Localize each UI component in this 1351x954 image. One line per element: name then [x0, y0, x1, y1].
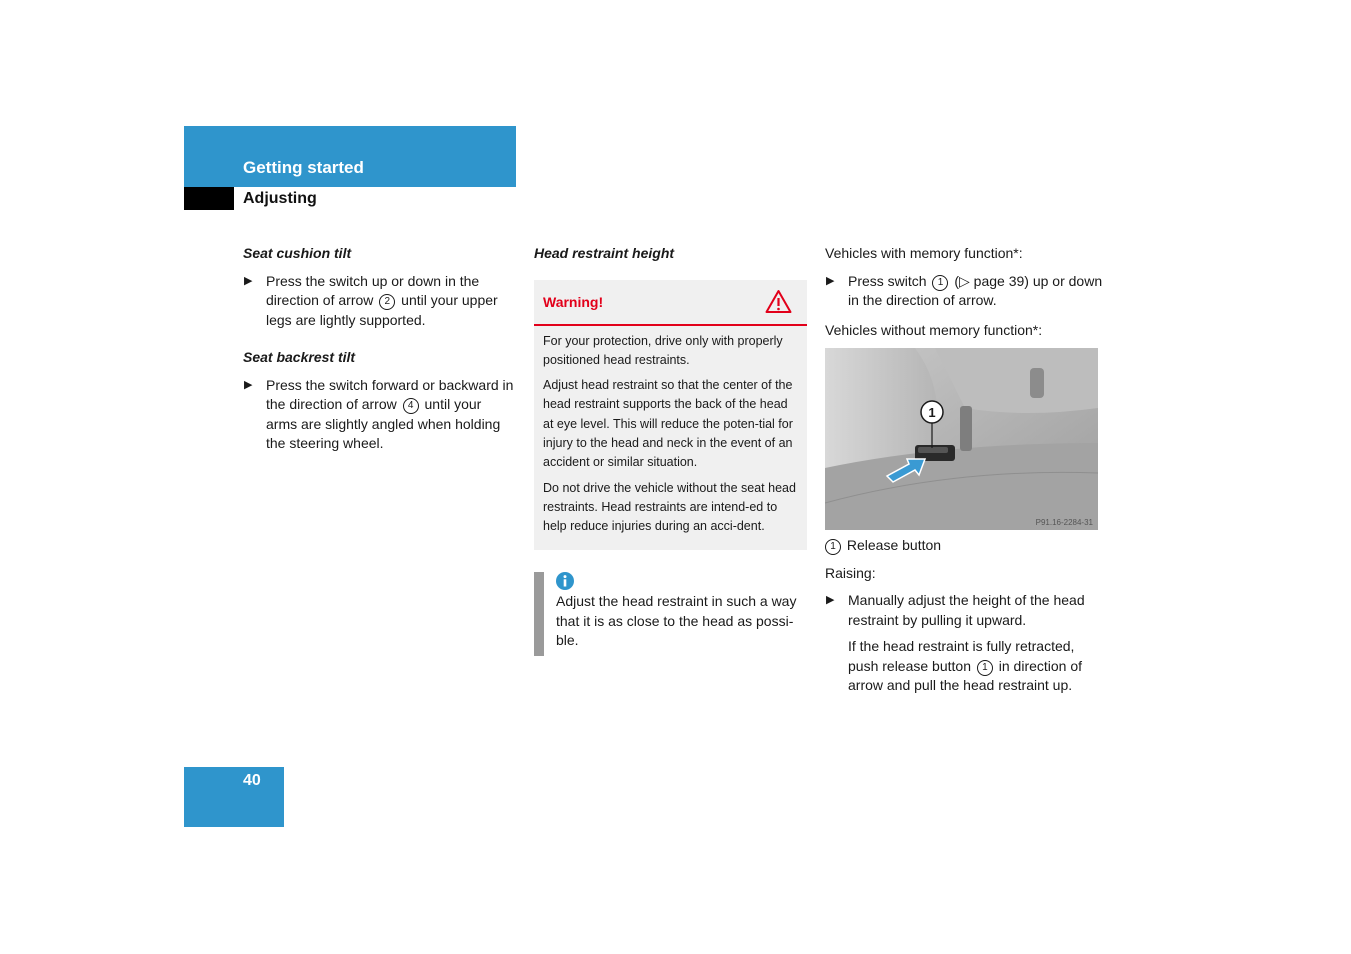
triangle-right-icon: ▶: [826, 594, 835, 606]
callout-number: 4: [403, 398, 419, 414]
seat-cushion-instruction: [243, 272, 515, 331]
head-restraint-photo: [825, 348, 1098, 530]
instruction-text: Press switch: [848, 272, 927, 289]
warning-triangle-icon: [765, 289, 792, 314]
warning-box: [534, 280, 807, 551]
raising-label: Raising:: [825, 564, 876, 581]
no-memory-label: Vehicles without memory function*:: [825, 321, 1043, 338]
subsection-marker: [184, 187, 234, 210]
note-text: in direction of arrow and pull the head restraint up.: [848, 657, 1083, 693]
raising-note: [825, 637, 1105, 696]
warning-body: [534, 326, 807, 551]
triangle-right-icon: ▶: [826, 274, 835, 287]
photo-callout: 1: [928, 405, 936, 420]
warning-header: [534, 280, 807, 326]
seat-cushion-heading: Seat cushion tilt: [243, 245, 352, 261]
callout-number: 1: [977, 660, 993, 676]
info-bar: [534, 572, 544, 656]
instruction-text: Press the switch forward or backward in the direction of arrow: [266, 376, 514, 412]
subsection-title: Adjusting: [243, 190, 317, 207]
warning-paragraph: Do not drive the vehicle without the seat head restraints. Head restraints are intend-ed to help reduce injuries during an acci-dent.: [543, 480, 796, 534]
head-restraint-heading: Head restraint height: [534, 245, 675, 261]
seat-backrest-instruction: [243, 376, 515, 454]
triangle-right-icon: ▶: [244, 274, 253, 287]
info-icon: [556, 572, 574, 590]
callout-number: 1: [932, 275, 948, 291]
note-text: If the head restraint is fully retracted, push release button: [848, 638, 1075, 674]
right-column: [825, 244, 1105, 706]
seat-backrest-heading: Seat backrest tilt: [243, 349, 356, 365]
instruction-text: (▷ page 39) up or down in the direction of arrow.: [848, 272, 1103, 308]
middle-column: [534, 244, 807, 656]
memory-label: Vehicles with memory function*:: [825, 245, 1023, 261]
instruction-text: Press the switch up or down in the direction of arrow: [266, 272, 480, 308]
memory-instruction: [825, 272, 1105, 311]
instruction-text: until your upper legs are lightly supported.: [266, 292, 498, 328]
photo-code: P91.16-2284-31: [1035, 518, 1093, 527]
instruction-text: until your arms are slightly angled when holding the steering wheel.: [266, 396, 501, 451]
warning-paragraph: Adjust head restraint so that the center of the head restraint supports the back of the head at eye level. This will reduce the poten-tial for injury to the head and neck in the event of an accident or similar situation.: [543, 378, 793, 470]
left-column: [243, 244, 515, 464]
triangle-right-icon: ▶: [244, 378, 253, 391]
caption-text: Release button: [846, 537, 942, 553]
warning-paragraph: For your protection, drive only with properly positioned head restraints.: [543, 333, 783, 367]
photo-caption: [825, 536, 1105, 556]
callout-number: 1: [825, 539, 841, 555]
warning-title: Warning!: [543, 293, 604, 310]
info-box: [534, 572, 807, 656]
page-number: 40: [243, 772, 261, 789]
section-title: Getting started: [243, 158, 364, 177]
callout-number: 2: [379, 294, 395, 310]
raising-instruction: [825, 591, 1105, 630]
instruction-text: Manually adjust the height of the head restraint by pulling it upward.: [848, 592, 1085, 628]
info-text: Adjust the head restraint in such a way that it is as close to the head as possi-ble.: [556, 593, 797, 649]
